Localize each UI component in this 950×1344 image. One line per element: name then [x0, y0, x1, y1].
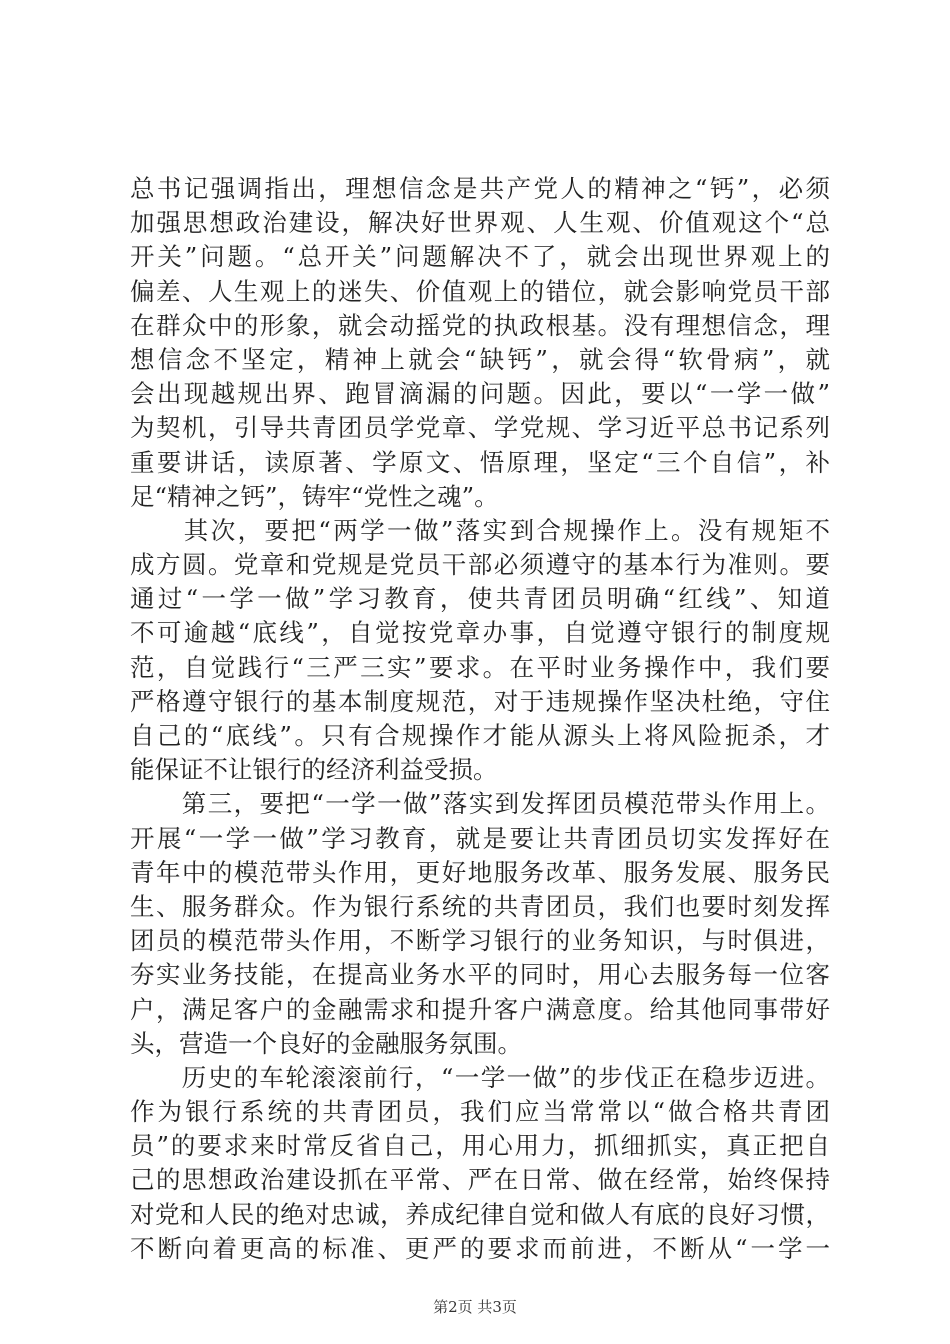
text-line: 开展“一学一做”学习教育，就是要让共青团员切实发挥好在	[130, 823, 830, 853]
text-line: 历史的车轮滚滚前行，“一学一做”的步伐正在稳步迈进。	[130, 1062, 830, 1092]
page-footer: 第2页 共3页	[433, 1298, 517, 1316]
text-line: 对党和人民的绝对忠诚，养成纪律自觉和做人有底的良好习惯，	[130, 1199, 830, 1229]
text-line: 会出现越规出界、跑冒滴漏的问题。因此，要以“一学一做”	[130, 379, 830, 409]
text-line: 员”的要求来时常反省自己，用心用力，抓细抓实，真正把自	[130, 1131, 830, 1161]
text-line: 生、服务群众。作为银行系统的共青团员，我们也要时刻发挥	[130, 891, 830, 921]
text-line: 范，自觉践行“三严三实”要求。在平时业务操作中，我们要	[130, 652, 830, 682]
document-body	[130, 172, 830, 1266]
text-line: 在群众中的形象，就会动摇党的执政根基。没有理想信念，理	[130, 310, 830, 340]
text-line: 自己的“底线”。只有合规操作才能从源头上将风险扼杀，才	[130, 721, 830, 750]
text-line: 加强思想政治建设，解决好世界观、人生观、价值观这个“总	[130, 208, 830, 238]
text-line: 通过“一学一做”学习教育，使共青团员明确“红线”、知道	[130, 584, 830, 614]
text-line: 偏差、人生观上的迷失、价值观上的错位，就会影响党员干部	[130, 276, 830, 306]
text-line: 不可逾越“底线”，自觉按党章办事，自觉遵守银行的制度规	[130, 618, 830, 648]
text-line: 足“精神之钙”，铸牢“党性之魂”。	[130, 481, 499, 511]
text-line: 户，满足客户的金融需求和提升客户满意度。给其他同事带好	[130, 994, 830, 1024]
text-line: 能保证不让银行的经济利益受损。	[130, 755, 498, 785]
text-line: 头，营造一个良好的金融服务氛围。	[130, 1028, 522, 1058]
text-line: 作为银行系统的共青团员，我们应当常常以“做合格共青团	[130, 1097, 830, 1127]
text-line: 夯实业务技能，在提高业务水平的同时，用心去服务每一位客	[130, 960, 830, 990]
text-line: 其次，要把“两学一做”落实到合规操作上。没有规矩不	[130, 515, 830, 545]
text-line: 不断向着更高的标准、更严的要求而前进，不断从“一学一	[130, 1233, 830, 1263]
text-line: 己的思想政治建设抓在平常、严在日常、做在经常，始终保持	[130, 1165, 830, 1195]
text-line: 严格遵守银行的基本制度规范，对于违规操作坚决杜绝，守住	[130, 686, 830, 716]
text-line: 想信念不坚定，精神上就会“缺钙”，就会得“软骨病”，就	[130, 344, 830, 374]
text-line: 总书记强调指出，理想信念是共产党人的精神之“钙”，必须	[130, 174, 830, 203]
text-line: 成方圆。党章和党规是党员干部必须遵守的基本行为准则。要	[130, 550, 830, 580]
text-line: 重要讲话，读原著、学原文、悟原理，坚定“三个自信”，补	[130, 447, 830, 477]
text-line: 第三，要把“一学一做”落实到发挥团员模范带头作用上。	[130, 789, 830, 819]
text-line: 团员的模范带头作用，不断学习银行的业务知识，与时俱进，	[130, 926, 830, 956]
text-line: 为契机，引导共青团员学党章、学党规、学习近平总书记系列	[130, 413, 830, 443]
text-line: 青年中的模范带头作用，更好地服务改革、服务发展、服务民	[130, 857, 830, 887]
text-line: 开关”问题。“总开关”问题解决不了，就会出现世界观上的	[130, 242, 830, 272]
